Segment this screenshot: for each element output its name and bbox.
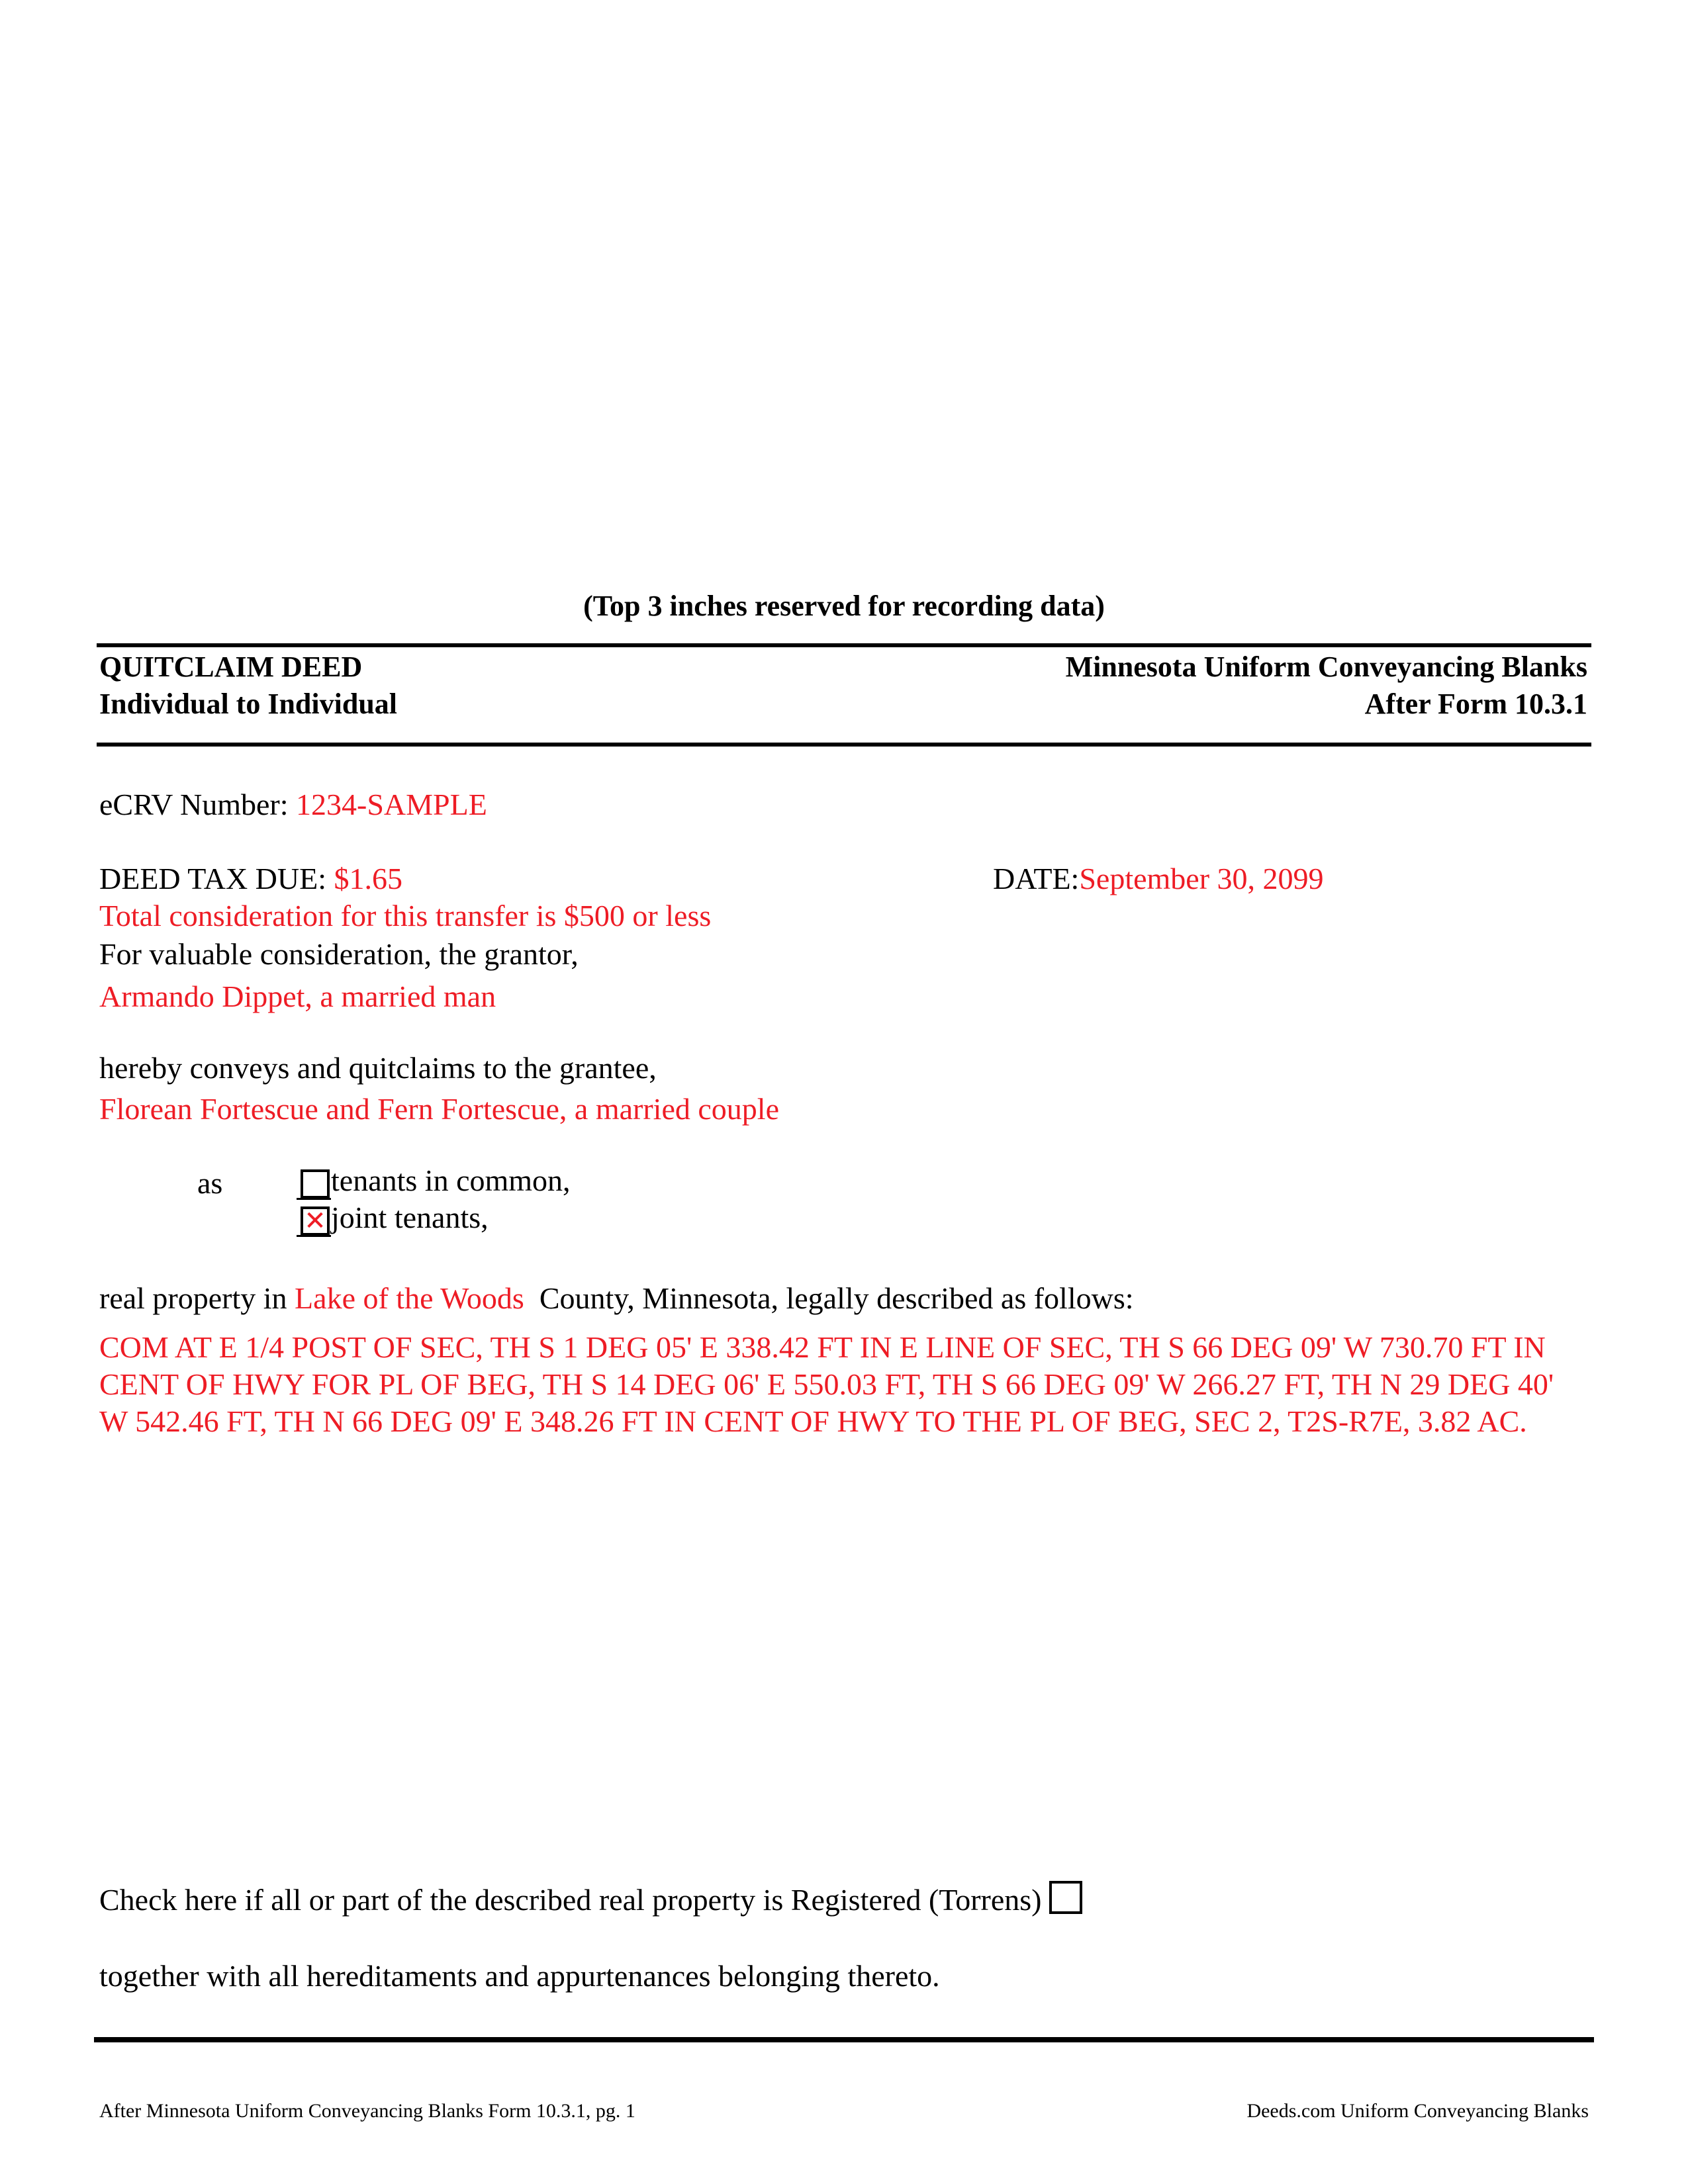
ecrv-number: 1234-SAMPLE <box>296 788 487 821</box>
tenancy-option-common[interactable] <box>297 1162 571 1200</box>
grantee-intro: hereby conveys and quitclaims to the grantee, <box>99 1051 657 1085</box>
footer-left: After Minnesota Uniform Conveyancing Blanks Form 10.3.1, pg. 1 <box>99 2100 635 2122</box>
tenancy-option-joint[interactable] <box>297 1199 489 1237</box>
ecrv-label: eCRV Number: <box>99 788 289 821</box>
grantor-name: Armando Dippet, a married man <box>99 979 496 1013</box>
date-value: September 30, 2099 <box>1079 862 1324 895</box>
footer-rule <box>94 2037 1594 2042</box>
torrens-line <box>99 1881 1082 1919</box>
property-line <box>99 1280 1134 1317</box>
header-bottom-rule <box>97 743 1591 747</box>
property-suffix: County, Minnesota, legally described as follows: <box>539 1281 1134 1315</box>
date-line <box>993 860 1324 897</box>
torrens-text: Check here if all or part of the described real property is Registered (Torrens) <box>99 1883 1042 1917</box>
property-prefix: real property in <box>99 1281 287 1315</box>
deed-tax-line <box>99 860 402 897</box>
grantor-intro: For valuable consideration, the grantor, <box>99 937 579 971</box>
grantee-name: Florean Fortescue and Fern Fortescue, a married couple <box>99 1092 779 1126</box>
deed-subtitle: Individual to Individual <box>99 688 398 720</box>
deed-tax-value: $1.65 <box>334 862 402 895</box>
joint-tenants-checkbox[interactable] <box>301 1206 330 1236</box>
deed-title: QUITCLAIM DEED <box>99 651 363 683</box>
recording-reserved-note: (Top 3 inches reserved for recording data) <box>583 590 1105 622</box>
tenants-in-common-checkbox[interactable] <box>301 1169 330 1199</box>
county-name: Lake of the Woods <box>295 1281 524 1315</box>
footer-right: Deeds.com Uniform Conveyancing Blanks <box>1246 2100 1589 2122</box>
legal-description: COM AT E 1/4 POST OF SEC, TH S 1 DEG 05' E 338.42 FT IN E LINE OF SEC, TH S 66 DEG 09' W 730.70 FT IN CENT OF HWY FOR PL OF BEG, TH S 14 DEG 06' E 550.03 FT, TH S 66 DEG 09' W 266.27 FT, TH N 29 DEG 40' W 542.46 FT, TH N 66 DEG 09' E 348.26 FT IN CENT OF HWY TO THE PL OF BEG, SEC 2, T2S-R7E, 3.82 AC. <box>99 1330 1554 1438</box>
checked-x-icon: ✕ <box>304 1206 326 1236</box>
header-top-rule <box>97 643 1591 647</box>
tenants-in-common-label: tenants in common, <box>331 1163 571 1197</box>
deed-tax-label: DEED TAX DUE: <box>99 862 326 895</box>
tenancy-as-label: as <box>197 1166 223 1200</box>
appurtenances-text: together with all hereditaments and appurtenances belonging thereto. <box>99 1959 940 1993</box>
ecrv-line <box>99 786 487 823</box>
form-number: After Form 10.3.1 <box>1364 688 1587 720</box>
form-series: Minnesota Uniform Conveyancing Blanks <box>1065 651 1587 683</box>
joint-tenants-label: joint tenants, <box>331 1201 489 1234</box>
consideration-note: Total consideration for this transfer is $500 or less <box>99 899 712 933</box>
date-label: DATE: <box>993 862 1080 895</box>
torrens-checkbox[interactable] <box>1049 1881 1082 1914</box>
